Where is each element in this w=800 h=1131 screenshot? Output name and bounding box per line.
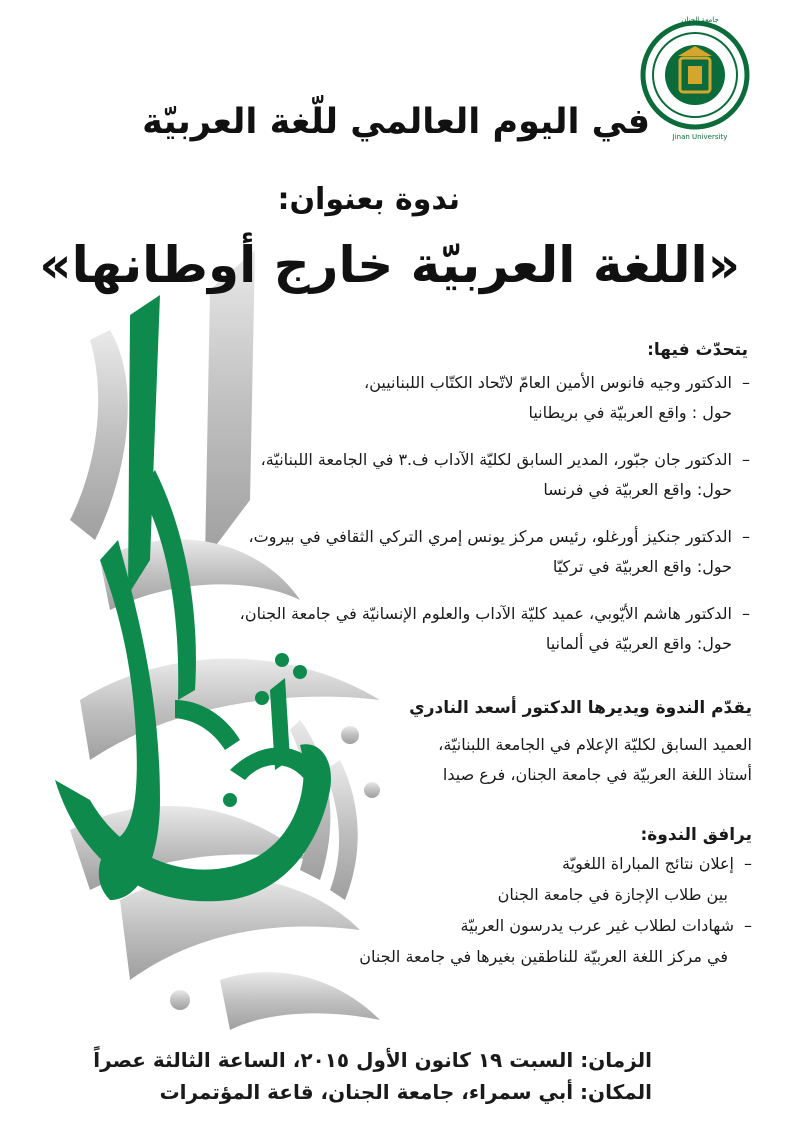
speaker-topic: حول : واقع العربيّة في بريطانيا [528,403,732,422]
event-place: المكان: أبي سمراء، جامعة الجنان، قاعة المؤتمرات [159,1080,652,1104]
speaker-item [250,368,750,428]
speaker-name: الدكتور هاشم الأيّوبي، عميد كليّة الآداب والعلوم الإنسانيّة في جامعة الجنان، [239,604,732,623]
event-occasion: في اليوم العالمي للّغة العربيّة [142,102,650,142]
extras-item: –إعلان نتائج المباراة اللغويّة [292,848,752,879]
moderator-line: أستاذ اللغة العربيّة في جامعة الجنان، فرع صيدا [442,765,752,784]
dash-bullet: – [742,604,750,623]
event-details [93,1044,652,1108]
extras-heading: يرافق الندوة: [640,825,752,845]
extras-item-detail: بين طلاب الإجازة في جامعة الجنان [497,885,728,904]
logo-latin-name: Jinan University [672,133,728,141]
speaker-name: الدكتور جان جبّور، المدير السابق لكليّة الآداب ف.٣ في الجامعة اللبنانيّة، [260,450,732,469]
dash-bullet: – [744,916,752,935]
event-time: الزمان: السبت ١٩ كانون الأول ٢٠١٥، الساعة الثالثة عصراً [93,1048,652,1072]
extras-item: –شهادات لطلاب غير عرب يدرسون العربيّة [292,910,752,941]
dash-bullet: – [742,527,750,546]
dash-bullet: – [742,373,750,392]
speaker-name: الدكتور وجيه فانوس الأمين العامّ لاتّحاد الكتّاب اللبنانيين، [364,373,732,392]
speaker-name: الدكتور جنكيز أورغلو، رئيس مركز يونس إمري التركي الثقافي في بيروت، [248,527,732,546]
speakers-heading: يتحدّث فيها: [647,340,748,360]
extras-item-detail: في مركز اللغة العربيّة للناطقين بغيرها في جامعة الجنان [359,947,728,966]
moderator-line: العميد السابق لكليّة الإعلام في الجامعة اللبنانيّة، [438,735,752,754]
speaker-topic: حول: واقع العربيّة في تركيّا [552,557,732,576]
dash-bullet: – [742,450,750,469]
logo-arabic-name: جامعة الجنان [681,16,719,24]
jinan-university-logo [640,20,750,130]
moderator-heading: يقدّم الندوة ويديرها الدكتور أسعد النادري [409,698,752,718]
speaker-item [239,599,750,659]
speaker-topic: حول: واقع العربيّة في ألمانيا [545,634,732,653]
event-title: «اللغة العربيّة خارج أوطانها» [39,236,740,294]
speakers-list [239,368,750,676]
speaker-item [250,445,750,505]
moderator-details [352,730,752,790]
extras-list [292,848,752,972]
dash-bullet: – [744,854,752,873]
speaker-topic: حول: واقع العربيّة في فرنسا [543,480,732,499]
event-type: ندوة بعنوان: [277,182,460,217]
speaker-item [250,522,750,582]
